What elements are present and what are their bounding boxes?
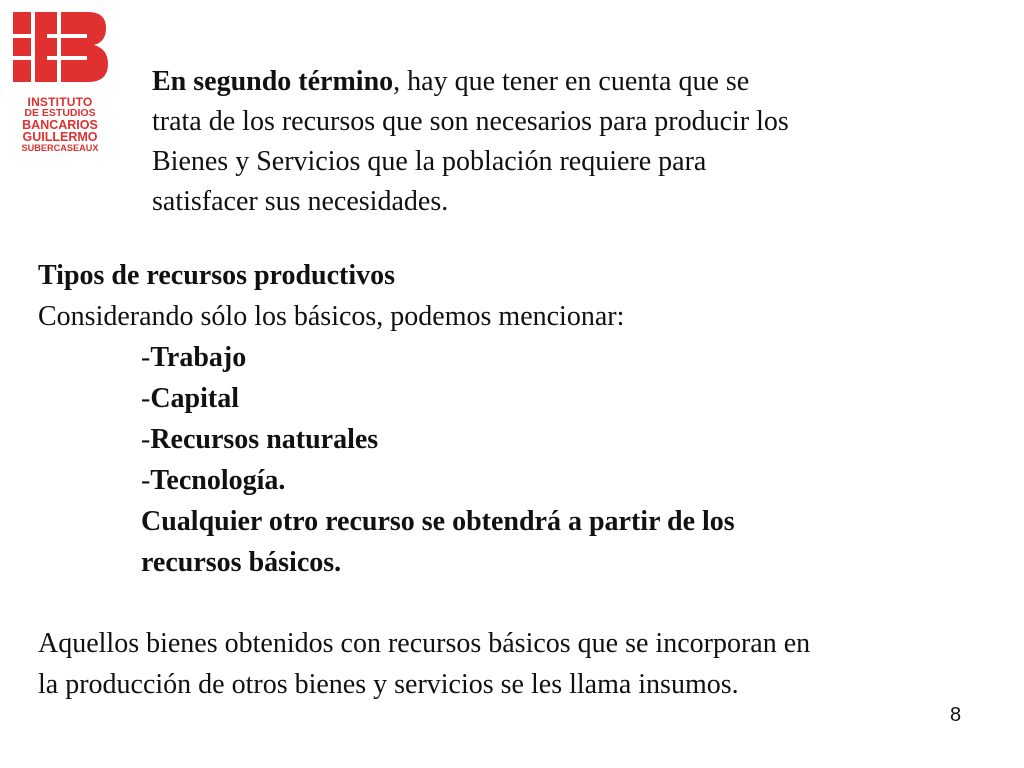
institute-logo-text xyxy=(10,96,110,153)
list-item-prefix: - xyxy=(141,424,151,455)
intro-line-4: satisfacer sus necesidades. xyxy=(152,186,449,217)
closing-line-1: Aquellos bienes obtenidos con recursos básicos que se incorporan en xyxy=(38,628,811,659)
logo-line-subercaseaux: SUBERCASEAUX xyxy=(21,142,99,153)
intro-line-1-rest: , hay que tener en cuenta que se xyxy=(393,66,750,97)
list-item-label: Recursos naturales xyxy=(150,424,379,455)
section-heading: Tipos de recursos productivos xyxy=(38,260,396,291)
list-item-label: Tecnología. xyxy=(150,465,286,496)
list-item xyxy=(38,337,998,378)
list-item-label: Trabajo xyxy=(150,342,247,373)
section-subheading: Considerando sólo los básicos, podemos mencionar: xyxy=(38,301,625,332)
logo-line-instituto: INSTITUTO xyxy=(27,95,93,109)
list-item-prefix: - xyxy=(141,383,151,414)
list-item-prefix: - xyxy=(141,465,151,496)
page-number: 8 xyxy=(950,704,962,726)
list-item-label: Capital xyxy=(150,383,240,414)
list-item xyxy=(38,378,998,419)
logo-line-bancarios: BANCARIOS xyxy=(22,117,98,132)
list-item-prefix: - xyxy=(141,342,151,373)
intro-line-2: trata de los recursos que son necesarios para producir los xyxy=(152,106,789,137)
section-note-line-1: Cualquier otro recurso se obtendrá a partir de los xyxy=(141,506,735,537)
section-note-line-2: recursos básicos. xyxy=(141,547,342,578)
intro-line-3: Bienes y Servicios que la población requiere para xyxy=(152,146,707,177)
list-item xyxy=(38,460,998,501)
intro-line-1 xyxy=(152,62,972,102)
resource-types-section xyxy=(38,255,998,583)
logo-line-de-estudios: DE ESTUDIOS xyxy=(24,107,96,119)
logo-line-guillermo: GUILLERMO xyxy=(22,130,98,144)
intro-lead-bold: En segundo término xyxy=(152,66,394,97)
intro-paragraph xyxy=(152,62,972,222)
list-item xyxy=(38,419,998,460)
closing-paragraph xyxy=(38,623,1008,705)
closing-line-2: la producción de otros bienes y servicios se les llama insumos. xyxy=(38,669,739,700)
